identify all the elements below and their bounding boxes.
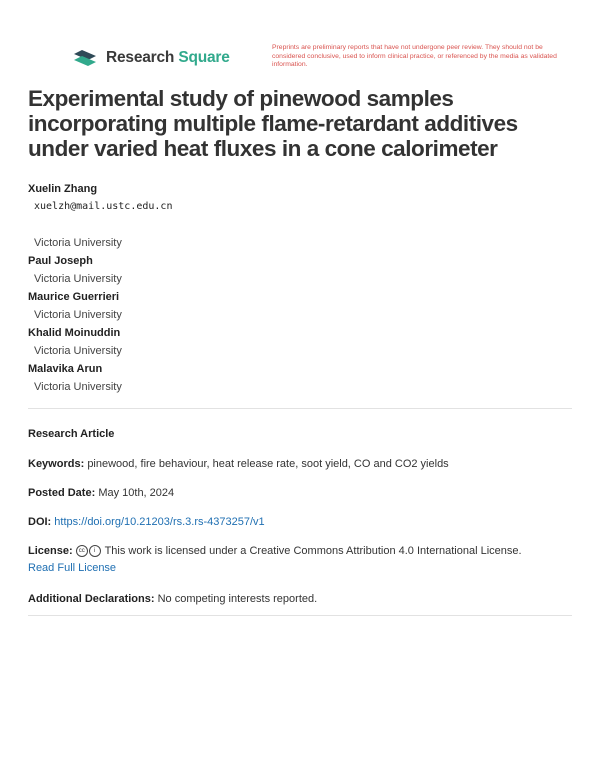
brand-name: Research Square [106, 49, 230, 66]
author-affiliation: Victoria University [34, 345, 122, 357]
keywords-value: pinewood, fire behaviour, heat release rate, soot yield, CO and CO2 yields [87, 458, 449, 470]
license-text: This work is licensed under a Creative Commons Attribution 4.0 International License. [104, 545, 522, 557]
author-list [28, 180, 568, 396]
author-name: Maurice Guerrieri [28, 291, 120, 303]
author-name: Xuelin Zhang [28, 183, 98, 195]
author-name: Paul Joseph [28, 255, 93, 267]
preprint-notice: Preprints are preliminary reports that have not undergone peer review. They should not be considered conclusive, used to inform clinical practice, or referenced by the media as validated information. [272, 44, 557, 69]
keywords-label: Keywords: [28, 458, 85, 470]
doi-row [28, 514, 572, 531]
doi-label: DOI: [28, 516, 52, 528]
license-row [28, 543, 572, 577]
read-full-license-link[interactable]: Read Full License [28, 562, 117, 574]
author-affiliation: Victoria University [34, 273, 122, 285]
paper-title: Experimental study of pinewood samples incorporating multiple flame-retardant additives under varied heat fluxes in a cone calorimeter [28, 86, 518, 161]
research-square-logo-icon [72, 48, 98, 68]
brand-logo[interactable] [72, 48, 230, 68]
license-label: License: [28, 545, 73, 557]
posted-date-label: Posted Date: [28, 487, 96, 499]
author-affiliation: Victoria University [34, 309, 122, 321]
divider [28, 408, 572, 409]
posted-date-value: May 10th, 2024 [98, 487, 175, 499]
author-name: Khalid Moinuddin [28, 327, 121, 339]
attribution-icon: i [89, 545, 101, 557]
author-affiliation: Victoria University [34, 237, 122, 249]
keywords-row [28, 456, 572, 473]
author-email[interactable]: xuelzh@mail.ustc.edu.cn [34, 201, 173, 212]
author-name: Malavika Arun [28, 363, 103, 375]
declarations-label: Additional Declarations: [28, 593, 155, 605]
header [72, 44, 572, 84]
article-type: Research Article [28, 428, 115, 440]
posted-date-row [28, 485, 572, 502]
creative-commons-icon: cc [76, 545, 88, 557]
author-affiliation: Victoria University [34, 381, 122, 393]
declarations-row [28, 591, 572, 608]
declarations-value: No competing interests reported. [157, 593, 318, 605]
divider [28, 615, 572, 616]
doi-link[interactable]: https://doi.org/10.21203/rs.3.rs-4373257/v1 [54, 516, 265, 528]
